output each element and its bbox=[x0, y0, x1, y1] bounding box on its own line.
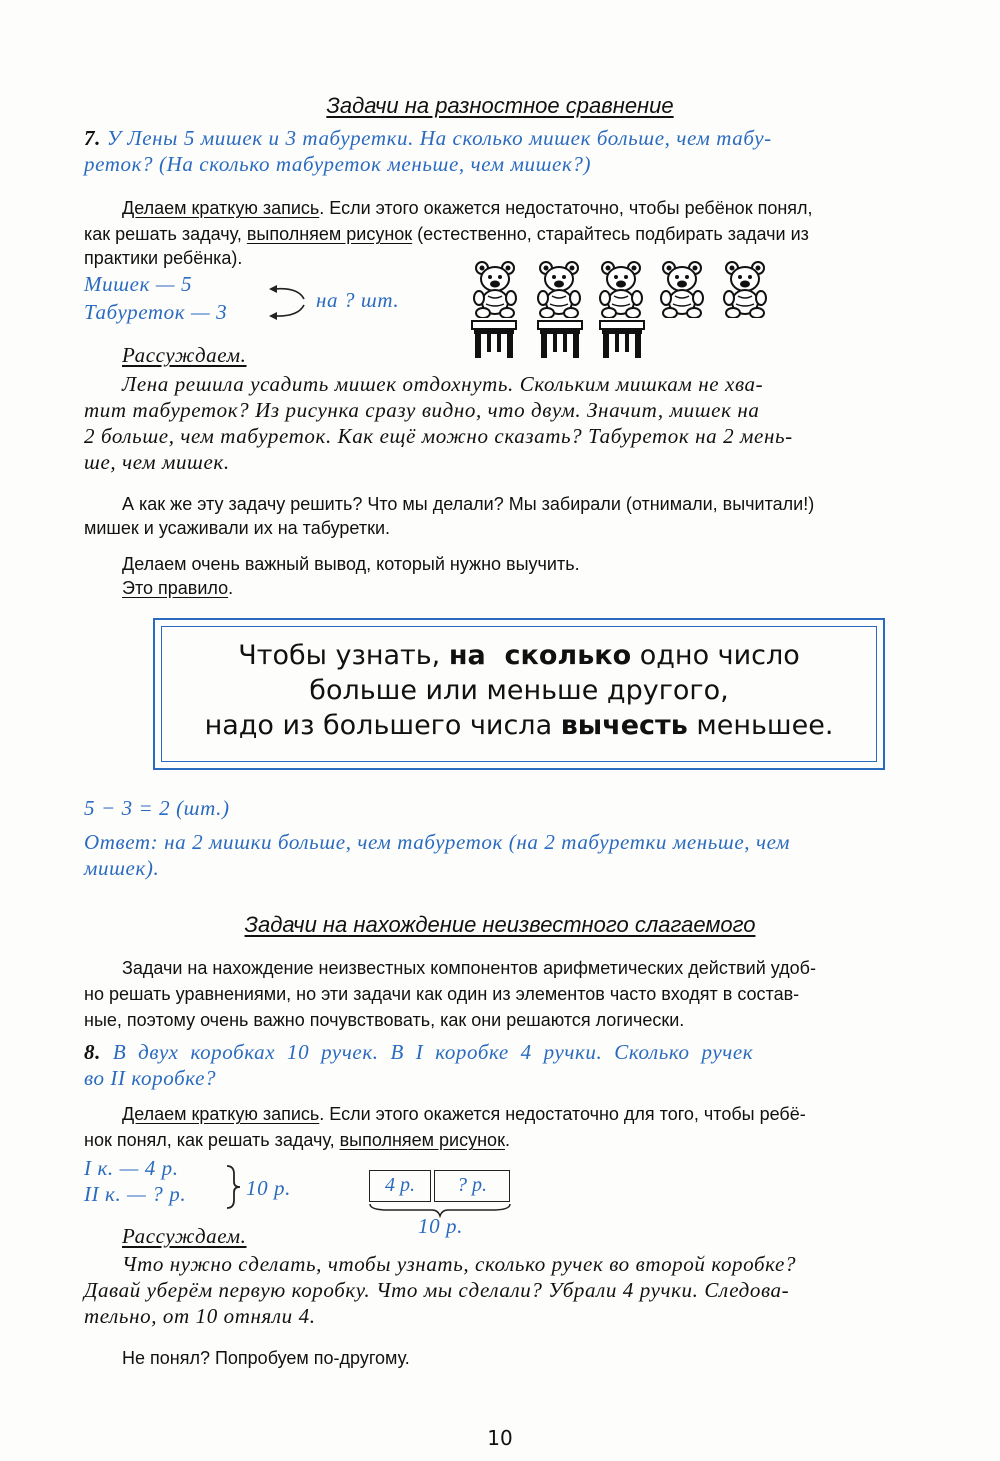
rule-line-2: больше или меньше другого, bbox=[309, 675, 729, 706]
rule-line-1: Чтобы узнать, на сколько одно число bbox=[238, 640, 800, 671]
short-record-box1: I к. — 4 р. bbox=[84, 1156, 179, 1180]
drawing-link: выполняем рисунок bbox=[246, 224, 413, 244]
section2-intro-line: но решать уравнениями, но эти задачи как один из элементов часто входят в состав- bbox=[84, 984, 800, 1004]
diagram-total: 10 р. bbox=[418, 1214, 463, 1238]
paragraph-line: А как же эту задачу решить? Что мы делали? Мы забирали (отнимали, вычитали!) bbox=[122, 494, 815, 514]
rule-box bbox=[153, 618, 885, 770]
section-title-unknown-addend: Задачи на нахождение неизвестного слагаемого bbox=[244, 912, 756, 937]
section2-record-line-1: Делаем краткую запись. Если этого окажется недостаточно для того, чтобы ребё- bbox=[122, 1104, 806, 1124]
task-8-number: 8. bbox=[84, 1040, 101, 1064]
section-title-difference: Задачи на разностное сравнение bbox=[326, 93, 674, 118]
closing-text: Не понял? Попробуем по-другому. bbox=[122, 1348, 410, 1368]
short-record-link: Делаем краткую запись bbox=[122, 1104, 320, 1124]
short-record-bears: Мишек — 5 bbox=[84, 272, 193, 296]
stool-icons bbox=[466, 318, 656, 360]
rule-label: Это правило. bbox=[122, 578, 234, 598]
task-7-line-1: 7. У Лены 5 мишек и 3 табуретки. На сколько мишек больше, чем табу- bbox=[84, 126, 772, 150]
reasoning-line: Лена решила усадить мишек отдохнуть. Скольким мишкам не хва- bbox=[122, 372, 764, 396]
short-record-question: на ? шт. bbox=[316, 288, 400, 312]
teddy-bear-icons bbox=[466, 258, 776, 318]
stools-illustration bbox=[466, 318, 656, 360]
reasoning-line: тельно, от 10 отняли 4. bbox=[84, 1304, 316, 1328]
task-8-line-1: 8. В двух коробках 10 ручек. В I коробке 4 ручки. Сколько ручек bbox=[84, 1040, 754, 1064]
short-record-box2: II к. — ? р. bbox=[84, 1182, 187, 1206]
reasoning-line: 2 больше, чем табуреток. Как ещё можно сказать? Табуреток на 2 мень- bbox=[84, 424, 793, 448]
rule-line-3: надо из большего числа вычесть меньшее. bbox=[204, 710, 834, 741]
page-number: 10 bbox=[487, 1426, 513, 1450]
task-8-line-2: во II коробке? bbox=[84, 1066, 217, 1090]
intro-line-3: практики ребёнка). bbox=[84, 248, 243, 268]
curly-brace-icon bbox=[224, 1164, 242, 1210]
conclusion-text: Делаем очень важный вывод, который нужно выучить. bbox=[122, 554, 580, 574]
comparison-arrows-icon bbox=[268, 283, 314, 323]
diagram-box-second: ? р. bbox=[434, 1170, 510, 1202]
intro-line-2: как решать задачу, выполняем рисунок (естественно, старайтесь подбирать задачи из bbox=[84, 224, 809, 244]
short-record-total: 10 р. bbox=[246, 1176, 291, 1200]
drawing-link: выполняем рисунок bbox=[339, 1130, 505, 1150]
short-record-stools: Табуреток — 3 bbox=[84, 300, 228, 324]
reasoning-line: Что нужно сделать, чтобы узнать, сколько ручек во второй коробке? bbox=[122, 1252, 797, 1276]
reasoning-line: тит табуреток? Из рисунка сразу видно, что двум. Значит, мишек на bbox=[84, 398, 760, 422]
diagram-box-first: 4 р. bbox=[369, 1170, 431, 1202]
section2-record-line-2: нок понял, как решать задачу, выполняем рисунок. bbox=[84, 1130, 510, 1150]
answer-line-1: Ответ: на 2 мишки больше, чем табуреток (на 2 табуретки меньше, чем bbox=[84, 830, 791, 854]
task-7-line-2: реток? (На сколько табуреток меньше, чем мишек?) bbox=[84, 152, 592, 176]
paragraph-line: мишек и усаживали их на табуретки. bbox=[84, 518, 391, 538]
bears-illustration bbox=[466, 258, 776, 318]
intro-line-1: Делаем краткую запись. Если этого окажется недостаточно, чтобы ребёнок понял, bbox=[122, 198, 813, 218]
short-record-link: Делаем краткую запись bbox=[122, 198, 320, 218]
section2-intro-line: ные, поэтому очень важно почувствовать, как они решаются логически. bbox=[84, 1010, 685, 1030]
section2-intro-line: Задачи на нахождение неизвестных компонентов арифметических действий удоб- bbox=[122, 958, 816, 978]
solution-expression: 5 − 3 = 2 (шт.) bbox=[84, 796, 230, 820]
task-7-number: 7. bbox=[84, 126, 101, 150]
reasoning-line: ше, чем мишек. bbox=[84, 450, 230, 474]
answer-line-2: мишек). bbox=[84, 856, 160, 880]
reasoning-label-2: Рассуждаем. bbox=[122, 1224, 247, 1248]
reasoning-line: Давай уберём первую коробку. Что мы сделали? Убрали 4 ручки. Следова- bbox=[84, 1278, 790, 1302]
reasoning-label-1: Рассуждаем. bbox=[122, 343, 247, 367]
